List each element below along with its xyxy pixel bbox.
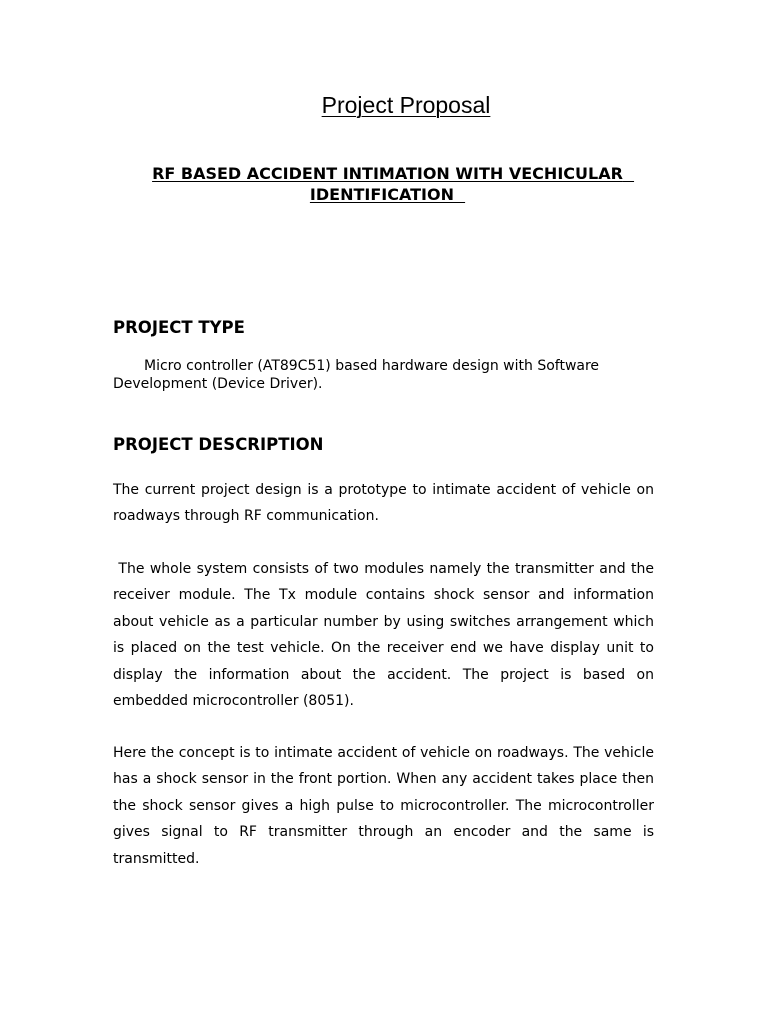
description-paragraph-1: The current project design is a prototype to intimate accident of vehicle on roadways through RF communication. (113, 482, 659, 525)
section-heading-project-type: PROJECT TYPE (113, 318, 245, 337)
section-heading-project-description: PROJECT DESCRIPTION (113, 435, 324, 454)
description-paragraph-2: The whole system consists of two modules namely the transmitter and the receiver module. The Tx module contains shock sensor and information about vehicle as a particular number by using switches arrangement which is placed on the test vehicle. On the receiver end we have display unit to display the information about the accident. The project is based on embedded microcontroller (8051). (113, 561, 659, 710)
document-subtitle: RF BASED ACCIDENT INTIMATION WITH VECHICULAR IDENTIFICATION (152, 164, 635, 204)
description-paragraph-3: Here the concept is to intimate accident of vehicle on roadways. The vehicle has a shock sensor in the front portion. When any accident takes place then the shock sensor gives a high pulse to microcontroller. The microcontroller gives signal to RF transmitter through an encoder and the same is transmitted. (113, 745, 659, 867)
project-type-text: Micro controller (AT89C51) based hardware design with Software Development (Device Driver). (113, 358, 600, 392)
document-title: Project Proposal (321, 92, 491, 118)
